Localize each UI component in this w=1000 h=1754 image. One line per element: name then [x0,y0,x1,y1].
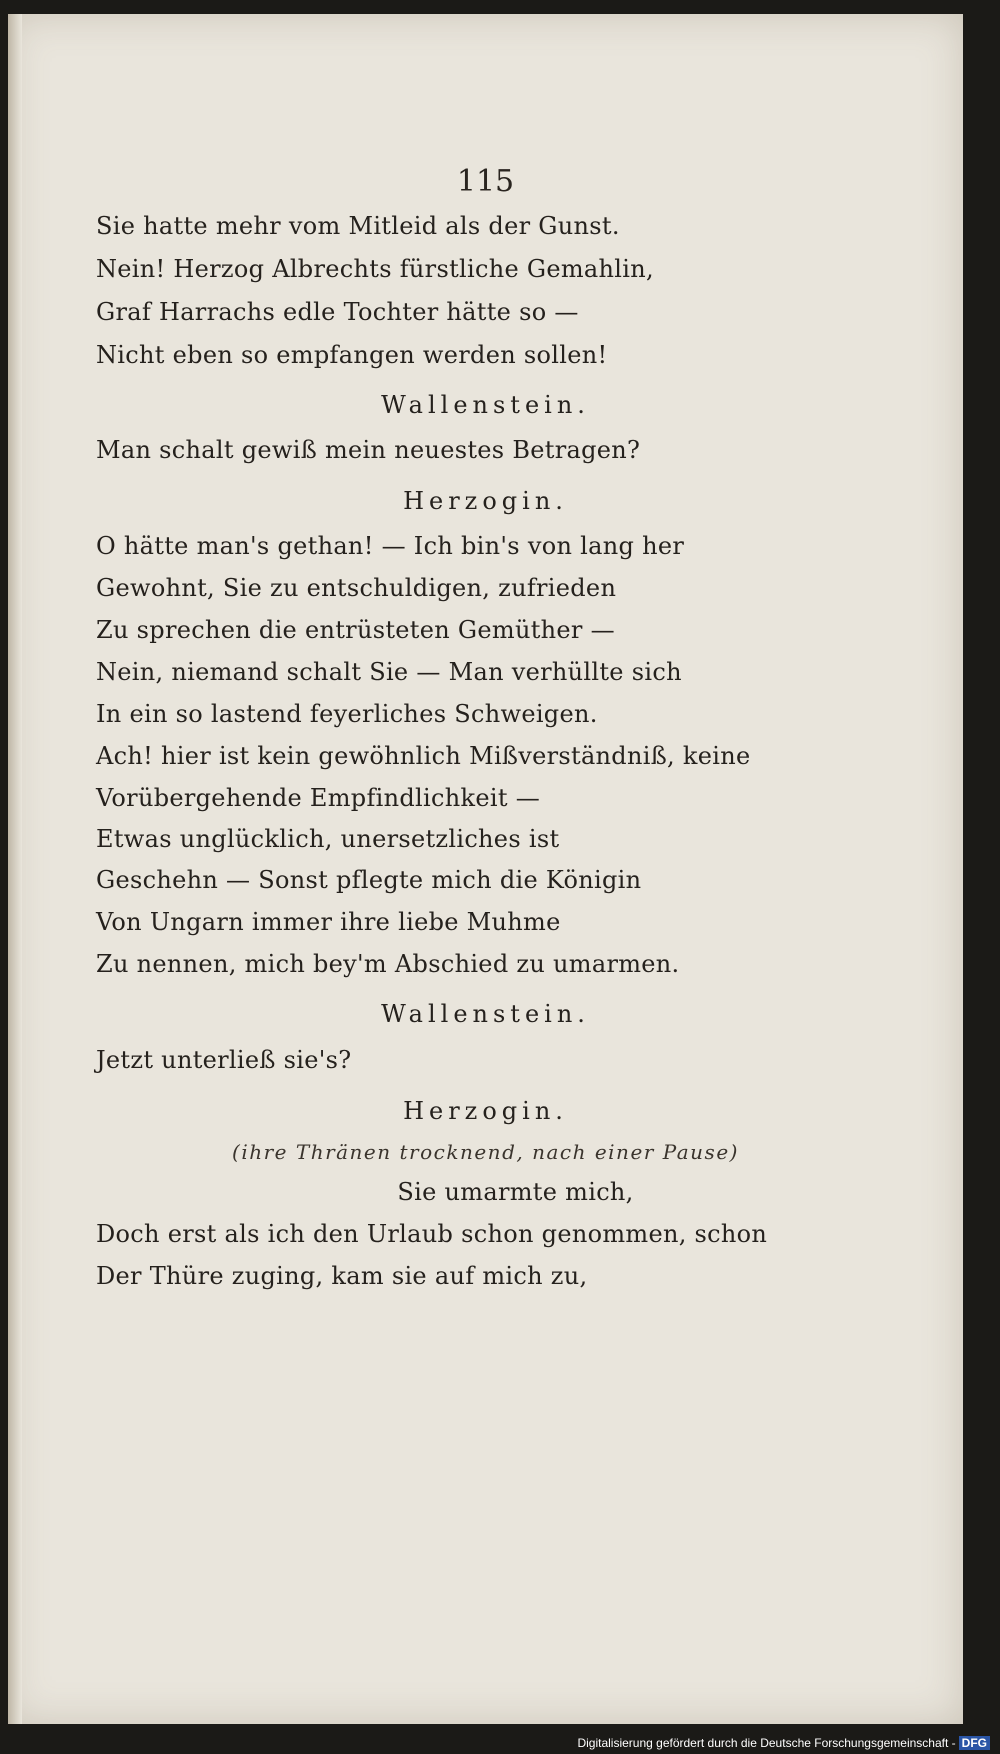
text-line: Sie umarmte mich, [397,1178,634,1206]
text-line: Sie hatte mehr vom Mitleid als der Gunst. [96,212,620,240]
text-line: Jetzt unterließ sie's? [96,1046,352,1074]
text-line: Nicht eben so empfangen werden sollen! [96,341,608,369]
text-line: Gewohnt, Sie zu entschuldigen, zufrieden [96,574,617,602]
text-line: Vorübergehende Empfindlichkeit — [96,784,540,812]
speaker-heading: Herzogin. [403,487,568,515]
text-line: In ein so lastend feyerliches Schweigen. [96,700,598,728]
text-line: Man schalt gewiß mein neuestes Betragen? [96,436,641,464]
text-line: O hätte man's gethan! — Ich bin's von lang her [96,532,685,560]
page-number: 115 [456,164,515,199]
dfg-logo: DFG [959,1736,990,1750]
book-page [8,14,963,1724]
text-line: Doch erst als ich den Urlaub schon genommen, schon [96,1220,768,1248]
page-edge [8,14,22,1724]
text-line: Ach! hier ist kein gewöhnlich Mißverständniß, keine [96,742,751,770]
text-line: Zu sprechen die entrüsteten Gemüther — [96,616,615,644]
text-line: Nein, niemand schalt Sie — Man verhüllte sich [96,658,682,686]
text-line: Der Thüre zuging, kam sie auf mich zu, [96,1262,588,1290]
text-line: Geschehn — Sonst pflegte mich die Königin [96,866,642,894]
speaker-heading: Herzogin. [403,1097,568,1125]
text-line: Zu nennen, mich bey'm Abschied zu umarmen. [96,950,680,978]
speaker-heading: Wallenstein. [381,391,590,419]
speaker-heading: Wallenstein. [381,1000,590,1028]
text-line: Nein! Herzog Albrechts fürstliche Gemahlin, [96,255,654,283]
text-line: Von Ungarn immer ihre liebe Muhme [96,908,561,936]
credit-text: Digitalisierung gefördert durch die Deutsche Forschungsgemeinschaft - [577,1736,956,1750]
digitization-credit [577,1736,990,1750]
text-line: Graf Harrachs edle Tochter hätte so — [96,298,579,326]
text-line: Etwas unglücklich, unersetzliches ist [96,825,560,853]
stage-direction: (ihre Thränen trocknend, nach einer Pause) [232,1140,739,1164]
